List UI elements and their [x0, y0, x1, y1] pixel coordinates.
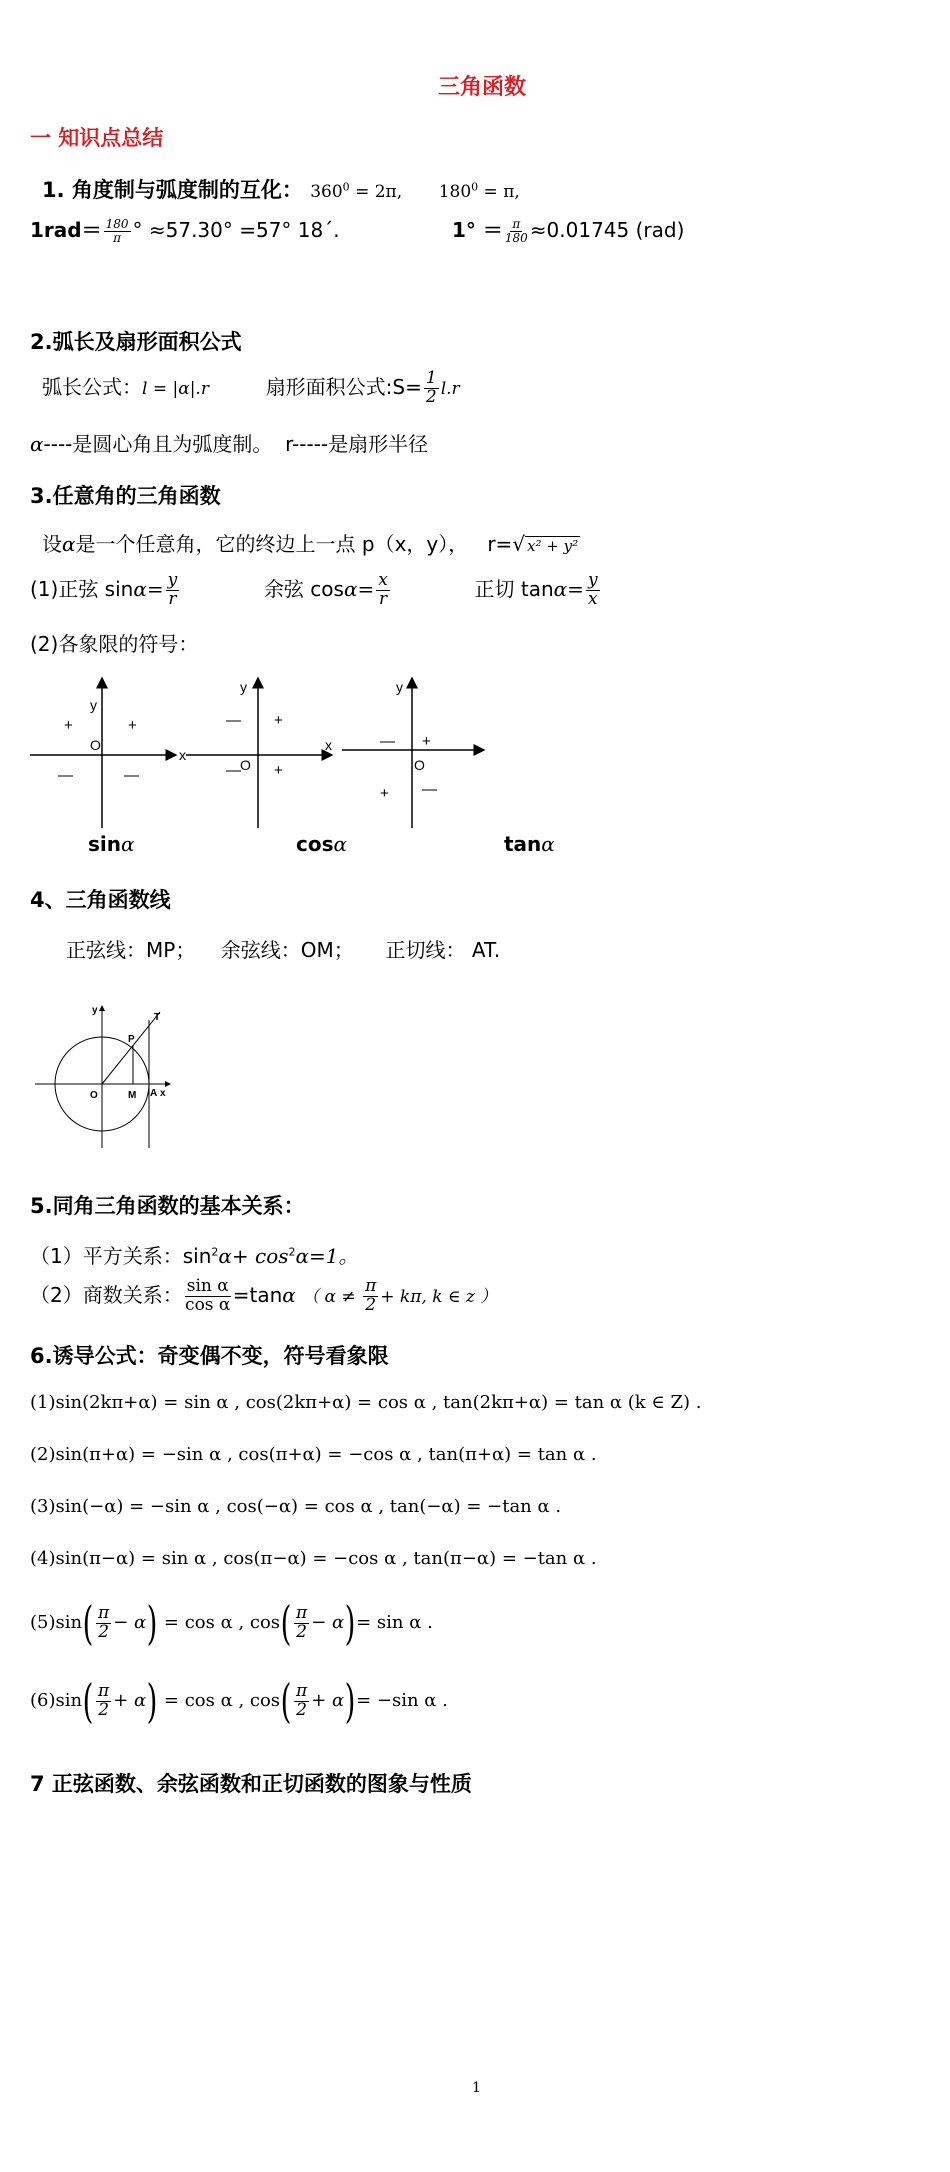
- x-label: x: [179, 747, 186, 763]
- svg-text:A: A: [150, 1088, 158, 1099]
- formula-6: (6)sin( $\frac{\pi}{2}$ + α) = cos α , cos( $\frac{\pi}{2}$ + α)= −sin α .: [30, 1674, 448, 1728]
- terminal-ray: [102, 1012, 160, 1084]
- svg-text:T: T: [154, 1012, 161, 1023]
- s3-definitions: (1)正弦 sinα= $\frac{y}{r}$ 余弦 cosα= $\frac{x}{r}$ 正切 tanα= $\frac{y}{x}$: [30, 570, 598, 609]
- section-heading: 一 知识点总结: [30, 126, 164, 150]
- deg-conversion: 1° ＝ $\frac{\pi}{180}$ ≈0.01745 (rad): [452, 217, 685, 245]
- q4-sign: —: [124, 767, 139, 784]
- unit-circle-diagram: [30, 998, 190, 1158]
- svg-text:O: O: [240, 757, 251, 773]
- cos-caption: cosα: [296, 832, 348, 856]
- s1-heading: 1. 角度制与弧度制的互化： $360^0 = 2\pi$, $180^0 = \pi$,: [42, 178, 520, 202]
- svg-text:—: —: [226, 712, 241, 729]
- tan-sign-diagram: [342, 678, 484, 828]
- trig-lines: 正弦线：MP； 余弦线：OM； 正切线： AT.: [66, 938, 501, 962]
- formula-4: (4)sin(π−α) = sin α , cos(π−α) = −cos α , tan(π−α) = −tan α .: [30, 1548, 597, 1569]
- rad-conversion: 1rad＝ $\frac{180}{\pi}$ ° ≈57.30° =57° 18´.: [30, 217, 340, 245]
- q3-sign: —: [58, 767, 73, 784]
- page-number: 1: [472, 2080, 481, 2096]
- arc-formulas: 弧长公式：l = |α|.r 扇形面积公式:S= $\frac{1}{2}$ l.r: [42, 368, 460, 407]
- s3-intro: 设α是一个任意角，它的终边上一点 p（x，y）， r=√ x² + y²: [42, 532, 579, 556]
- page-title: 三角函数: [438, 75, 527, 100]
- svg-text:P: P: [128, 1034, 135, 1045]
- quadrant-diagrams: [0, 670, 560, 870]
- svg-text:+: +: [422, 733, 431, 750]
- s7-heading: 7 正弦函数、余弦函数和正切函数的图象与性质: [30, 1772, 472, 1796]
- s4-heading: 4、三角函数线: [30, 888, 171, 912]
- s6-heading: 6.诱导公式：奇变偶不变，符号看象限: [30, 1344, 389, 1368]
- svg-text:y: y: [396, 679, 403, 695]
- q2-sign: +: [64, 717, 73, 734]
- svg-text:y: y: [240, 679, 247, 695]
- formula-5: (5)sin( $\frac{\pi}{2}$ − α) = cos α , cos( $\frac{\pi}{2}$ − α)= sin α .: [30, 1596, 433, 1650]
- svg-text:—: —: [422, 781, 437, 798]
- svg-text:—: —: [380, 733, 395, 750]
- tan-caption: tanα: [504, 832, 555, 856]
- cos-sign-diagram: [186, 678, 332, 828]
- origin-label: O: [90, 737, 101, 753]
- svg-text:O: O: [414, 757, 425, 773]
- formula-2: (2)sin(π+α) = −sin α , cos(π+α) = −cos α , tan(π+α) = tan α .: [30, 1444, 597, 1465]
- quadrant-signs-label: (2)各象限的符号：: [30, 632, 199, 656]
- sin-caption: sinα: [88, 832, 135, 856]
- svg-text:—: —: [226, 762, 241, 779]
- s2-heading: 2.弧长及扇形面积公式: [30, 330, 242, 354]
- svg-text:+: +: [274, 762, 283, 779]
- svg-text:+: +: [380, 785, 389, 802]
- q1-sign: +: [128, 717, 137, 734]
- sin-sign-diagram: [30, 678, 186, 828]
- s5-heading: 5.同角三角函数的基本关系：: [30, 1194, 305, 1218]
- square-relation: （1）平方关系：$\sin^2\alpha+ \cos^2\alpha=1$。: [30, 1244, 359, 1268]
- y-label: y: [90, 697, 97, 713]
- svg-text:x: x: [160, 1088, 166, 1099]
- formula-3: (3)sin(−α) = −sin α , cos(−α) = cos α , tan(−α) = −tan α .: [30, 1496, 562, 1517]
- quotient-relation: （2）商数关系： $\frac{\text{sin α}}{\text{cos α}}$ =tanα （ α ≠ $\frac{\pi}{2}$ + kπ, k ∈ z ）: [30, 1276, 498, 1315]
- svg-text:M: M: [128, 1090, 137, 1101]
- svg-text:+: +: [274, 712, 283, 729]
- svg-text:x: x: [325, 737, 332, 753]
- svg-text:y: y: [92, 1005, 98, 1016]
- formula-1: (1)sin(2kπ+α) = sin α , cos(2kπ+α) = cos α , tan(2kπ+α) = tan α (k ∈ Z) .: [30, 1392, 702, 1413]
- svg-text:O: O: [90, 1090, 98, 1101]
- arc-notes: α----是圆心角且为弧度制。 r-----是扇形半径: [30, 432, 429, 456]
- s3-heading: 3.任意角的三角函数: [30, 484, 221, 508]
